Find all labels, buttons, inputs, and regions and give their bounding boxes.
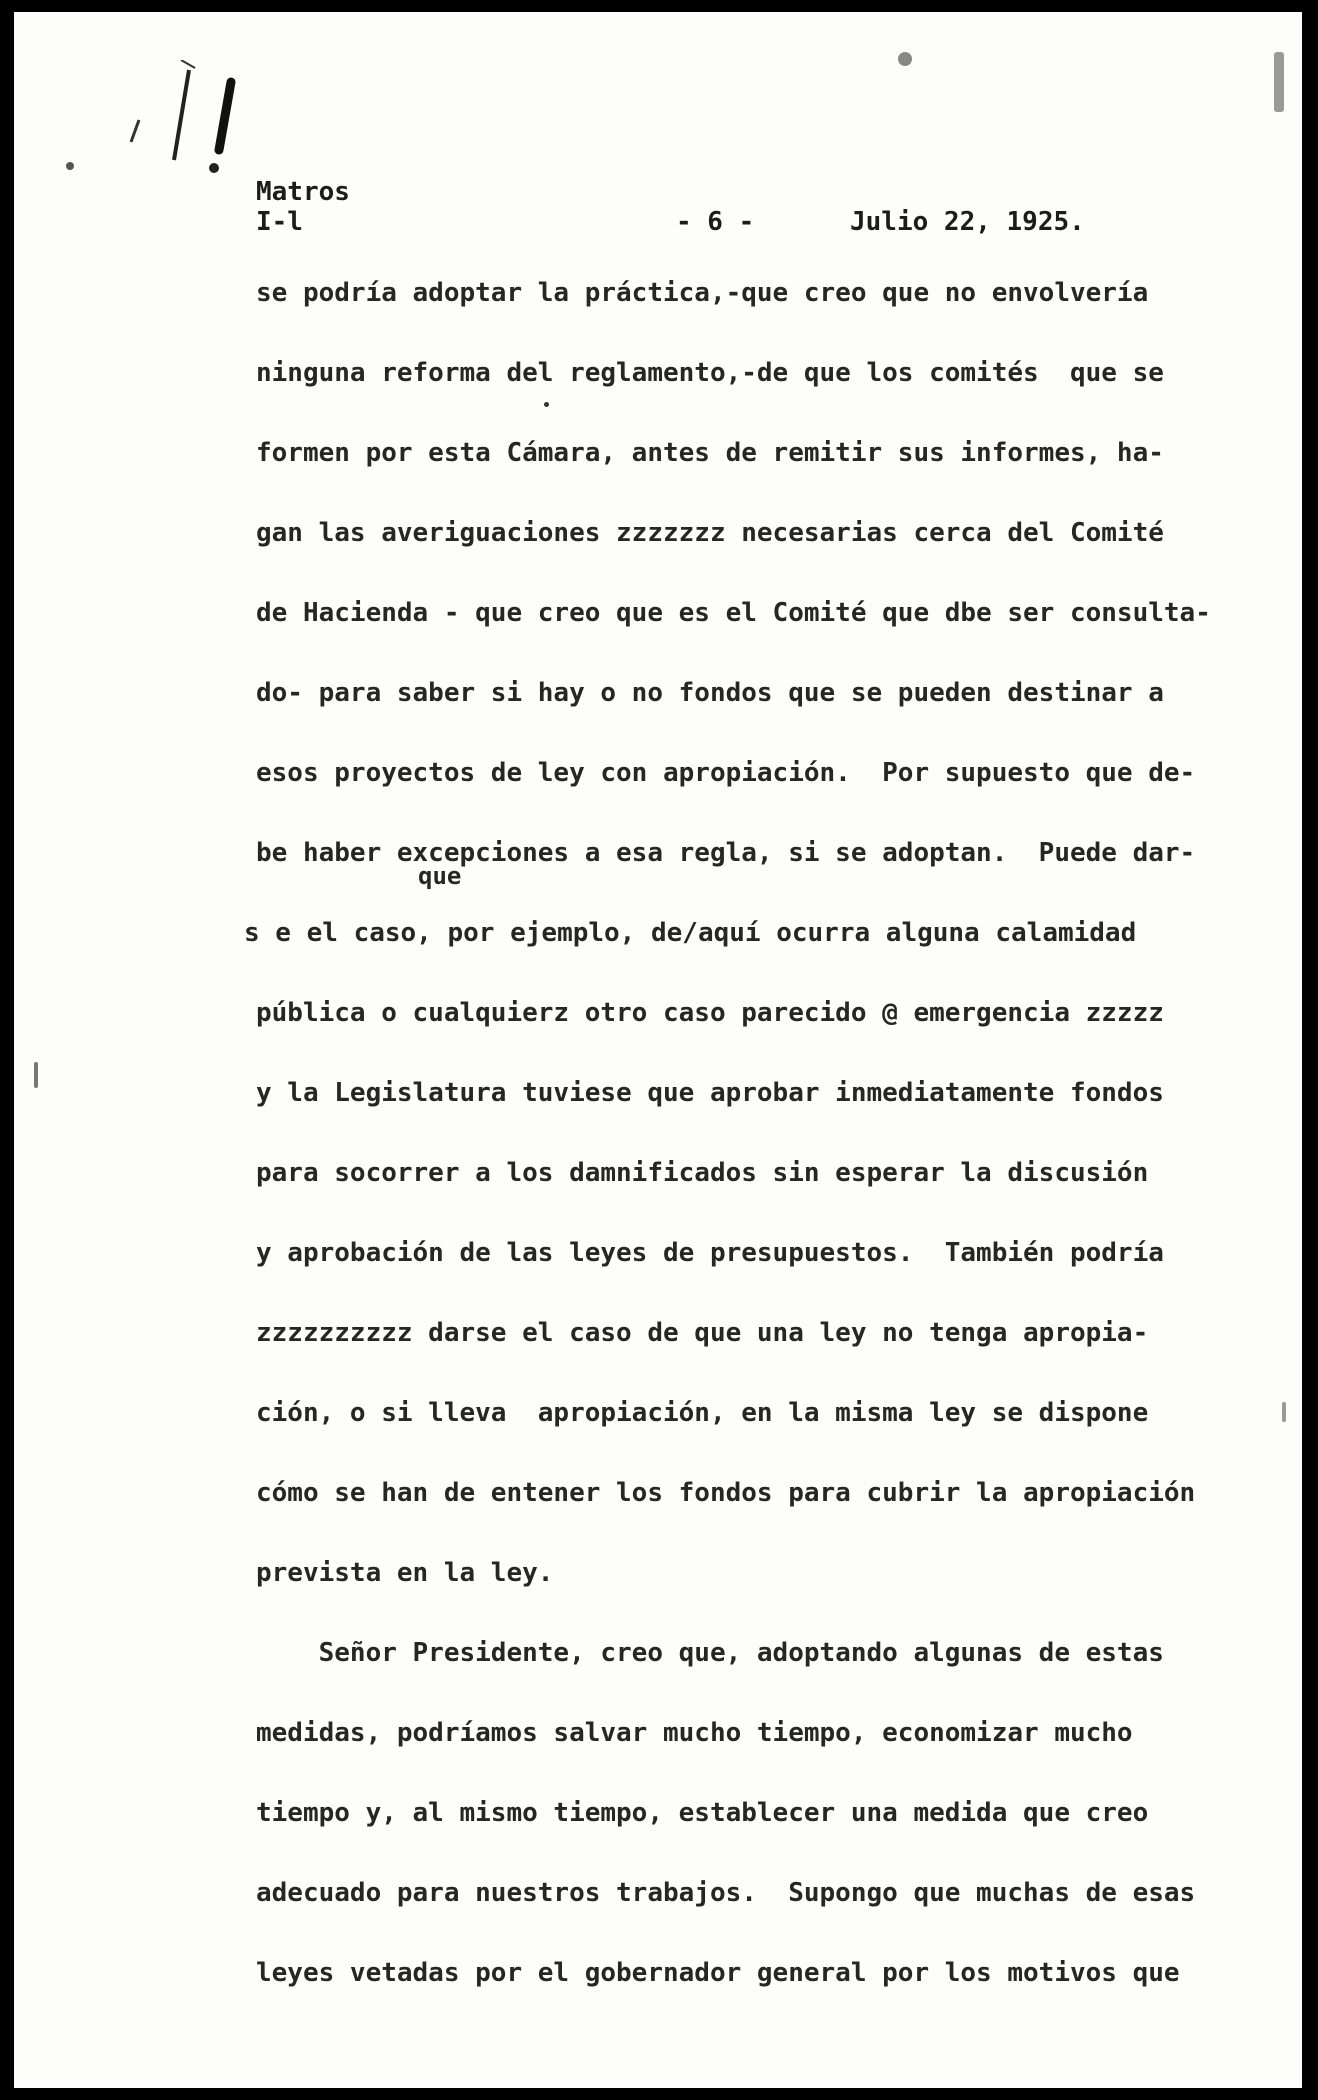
text-line: de Hacienda - que creo que es el Comité que dbe ser consulta-: [256, 598, 1211, 628]
document-date: Julio 22, 1925.: [850, 207, 1085, 237]
text-line: y aprobación de las leyes de presupuestos. También podría: [256, 1238, 1164, 1268]
text-line: be haber excepciones a esa regla, si se adoptan. Puede dar-: [256, 838, 1196, 868]
document-code: I-l: [256, 207, 303, 237]
text-line: Señor Presidente, creo que, adoptando algunas de estas: [256, 1638, 1164, 1668]
speck: [1282, 1402, 1286, 1422]
text-line: tiempo y, al mismo tiempo, establecer una medida que creo: [256, 1798, 1149, 1828]
text-line: ninguna reforma del reglamento,-de que los comités que se: [256, 358, 1164, 388]
text-line: medidas, podríamos salvar mucho tiempo, economizar mucho: [256, 1718, 1133, 1748]
author-initials: Matros: [256, 177, 350, 207]
text-line: leyes vetadas por el gobernador general por los motivos que: [256, 1958, 1180, 1988]
text-line: se podría adoptar la práctica,-que creo que no envolvería: [256, 278, 1149, 308]
speck: [34, 1062, 38, 1088]
speck: [1274, 52, 1284, 112]
handwritten-insertion: que: [418, 862, 462, 890]
text-line: pública o cualquierz otro caso parecido @ emergencia zzzzz: [256, 998, 1164, 1028]
speck: [898, 52, 912, 66]
text-line: y la Legislatura tuviese que aprobar inmediatamente fondos: [256, 1078, 1164, 1108]
text-line: cómo se han de entener los fondos para cubrir la apropiación: [256, 1478, 1196, 1508]
body-text: [244, 278, 1266, 2038]
text-line: formen por esta Cámara, antes de remitir sus informes, ha-: [256, 438, 1164, 468]
text-line: prevista en la ley.: [256, 1558, 554, 1588]
text-line: zzzzzzzzzz darse el caso de que una ley no tenga apropia-: [256, 1318, 1149, 1348]
document-page: [14, 12, 1302, 2088]
text-line: gan las averiguaciones zzzzzzz necesarias cerca del Comité: [256, 518, 1164, 548]
text-line: esos proyectos de ley con apropiación. Por supuesto que de-: [256, 758, 1196, 788]
text-line: ción, o si lleva apropiación, en la misma ley se dispone: [256, 1398, 1149, 1428]
handwritten-mark: [119, 60, 269, 180]
page-number: - 6 -: [676, 207, 755, 237]
text-line: adecuado para nuestros trabajos. Supongo que muchas de esas: [256, 1878, 1196, 1908]
text-line: s e el caso, por ejemplo, de/aquí ocurra alguna calamidad: [244, 918, 1137, 948]
text-line: do- para saber si hay o no fondos que se pueden destinar a: [256, 678, 1164, 708]
text-line: para socorrer a los damnificados sin esperar la discusión: [256, 1158, 1149, 1188]
speck: [66, 162, 74, 170]
